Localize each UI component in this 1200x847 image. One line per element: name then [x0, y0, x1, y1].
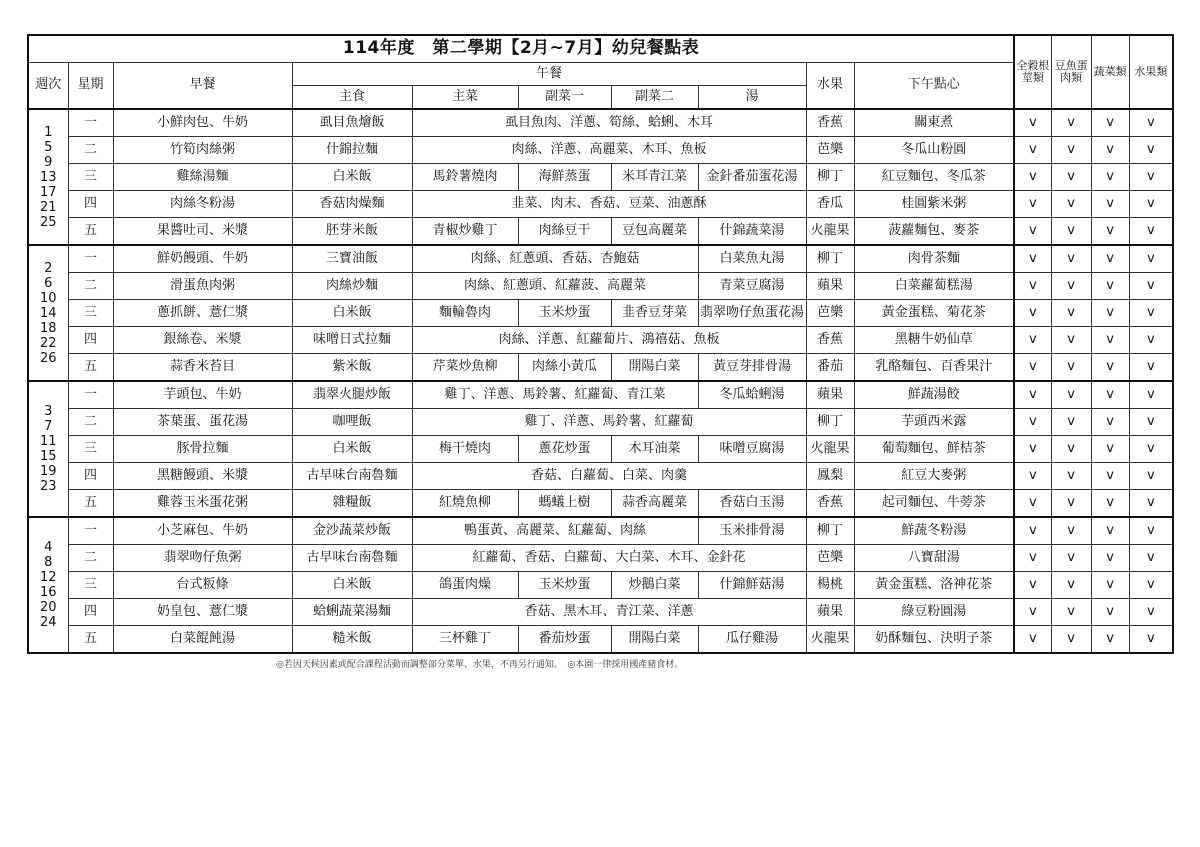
day-of-week: 二: [68, 273, 113, 300]
side-dish-2-cell: 豆包高麗菜: [611, 218, 698, 246]
soup-cell: 金針番茄蛋花湯: [698, 164, 806, 191]
soup-cell: 玉米排骨湯: [698, 517, 806, 545]
table-row: [28, 354, 1173, 382]
side-dish-1-cell: 玉米炒蛋: [518, 300, 611, 327]
day-of-week: 五: [68, 218, 113, 246]
table-row: [28, 137, 1173, 164]
fruit-cell: 火龍果: [806, 626, 854, 654]
check-vegetable: v: [1091, 626, 1129, 654]
staple-cell: 白米飯: [292, 164, 412, 191]
day-of-week: 五: [68, 626, 113, 654]
main-dish-cell: 鴿蛋肉燥: [412, 572, 518, 599]
breakfast-cell: 豚骨拉麵: [113, 436, 292, 463]
day-of-week: 五: [68, 490, 113, 518]
side-dish-1-cell: 肉絲小黃瓜: [518, 354, 611, 382]
day-of-week: 一: [68, 109, 113, 137]
week-date: 2: [44, 260, 53, 276]
check-protein: v: [1051, 626, 1091, 654]
check-fruit: v: [1129, 191, 1173, 218]
table-row: [28, 327, 1173, 354]
header-side-dish-2: 副菜二: [611, 86, 698, 110]
check-grains: v: [1014, 409, 1051, 436]
snack-cell: 芋頭西米露: [854, 409, 1014, 436]
snack-cell: 鮮蔬冬粉湯: [854, 517, 1014, 545]
fruit-cell: 蘋果: [806, 273, 854, 300]
staple-cell: 味噌日式拉麵: [292, 327, 412, 354]
fruit-cell: 火龍果: [806, 218, 854, 246]
header-day: 星期: [68, 63, 113, 110]
fruit-cell: 火龍果: [806, 436, 854, 463]
week-date: 9: [44, 154, 53, 170]
check-fruit: v: [1129, 409, 1173, 436]
check-fruit: v: [1129, 545, 1173, 572]
week-dates: [28, 245, 68, 381]
soup-cell: 瓜仔雞湯: [698, 626, 806, 654]
check-grains: v: [1014, 626, 1051, 654]
side-dish-2-cell: 開陽白菜: [611, 354, 698, 382]
staple-cell: 翡翠火腿炒飯: [292, 381, 412, 409]
side-dish-1-cell: 番茄炒蛋: [518, 626, 611, 654]
staple-cell: 白米飯: [292, 300, 412, 327]
check-protein: v: [1051, 490, 1091, 518]
fruit-cell: 芭樂: [806, 300, 854, 327]
week-date: 20: [39, 600, 57, 615]
day-of-week: 四: [68, 599, 113, 626]
header-breakfast: 早餐: [113, 63, 292, 110]
check-fruit: v: [1129, 300, 1173, 327]
soup-cell: 黃豆芽排骨湯: [698, 354, 806, 382]
soup-cell: 青菜豆腐湯: [698, 273, 806, 300]
breakfast-cell: 肉絲冬粉湯: [113, 191, 292, 218]
fruit-cell: 柳丁: [806, 409, 854, 436]
header-staple: 主食: [292, 86, 412, 110]
staple-cell: 紫米飯: [292, 354, 412, 382]
soup-cell: 冬瓜蛤蜊湯: [698, 381, 806, 409]
header-soup: 湯: [698, 86, 806, 110]
main-dish-cell: 梅干燒肉: [412, 436, 518, 463]
week-date: 21: [39, 199, 57, 215]
breakfast-cell: 蔥抓餅、薏仁漿: [113, 300, 292, 327]
week-date: 10: [39, 290, 57, 306]
meal-schedule-table: [27, 34, 1174, 654]
table-row: [28, 409, 1173, 436]
snack-cell: 黑糖牛奶仙草: [854, 327, 1014, 354]
check-fruit: v: [1129, 381, 1173, 409]
check-vegetable: v: [1091, 273, 1129, 300]
snack-cell: 菠蘿麵包、麥茶: [854, 218, 1014, 246]
week-date: 26: [39, 350, 57, 366]
fruit-cell: 楊桃: [806, 572, 854, 599]
fruit-cell: 芭樂: [806, 545, 854, 572]
snack-cell: 黃金蛋糕、洛神花茶: [854, 572, 1014, 599]
week-dates: [28, 381, 68, 517]
fruit-cell: 鳳梨: [806, 463, 854, 490]
check-fruit: v: [1129, 463, 1173, 490]
check-vegetable: v: [1091, 599, 1129, 626]
dishes-combined-cell: 雞丁、洋蔥、馬鈴薯、紅蘿蔔、青江菜: [412, 381, 698, 409]
check-grains: v: [1014, 517, 1051, 545]
main-dish-cell: 三杯雞丁: [412, 626, 518, 654]
staple-cell: 金沙蔬菜炒飯: [292, 517, 412, 545]
day-of-week: 三: [68, 572, 113, 599]
week-date: 6: [44, 275, 53, 291]
check-grains: v: [1014, 599, 1051, 626]
staple-cell: 糙米飯: [292, 626, 412, 654]
table-row: [28, 545, 1173, 572]
main-dish-cell: 芹菜炒魚柳: [412, 354, 518, 382]
snack-cell: 八寶甜湯: [854, 545, 1014, 572]
check-fruit: v: [1129, 490, 1173, 518]
table-row: [28, 436, 1173, 463]
side-dish-2-cell: 開陽白菜: [611, 626, 698, 654]
check-fruit: v: [1129, 327, 1173, 354]
check-vegetable: v: [1091, 354, 1129, 382]
fruit-cell: 香瓜: [806, 191, 854, 218]
staple-cell: 肉絲炒麵: [292, 273, 412, 300]
header-side-dish-1: 副菜一: [518, 86, 611, 110]
week-date: 17: [39, 184, 57, 200]
dishes-combined-cell: 鴨蛋黃、高麗菜、紅蘿蔔、肉絲: [412, 517, 698, 545]
week-date: 16: [39, 585, 57, 600]
check-protein: v: [1051, 273, 1091, 300]
check-vegetable: v: [1091, 572, 1129, 599]
check-grains: v: [1014, 354, 1051, 382]
dishes-combined-cell: 紅蘿蔔、香菇、白蘿蔔、大白菜、木耳、金針花: [412, 545, 806, 572]
dishes-combined-cell: 香菇、白蘿蔔、白菜、肉羹: [412, 463, 806, 490]
week-date: 18: [39, 320, 57, 336]
check-grains: v: [1014, 381, 1051, 409]
snack-cell: 紅豆麵包、冬瓜茶: [854, 164, 1014, 191]
week-date: 5: [44, 139, 53, 155]
header-protein-category: 豆魚蛋肉類: [1051, 35, 1091, 109]
side-dish-1-cell: 螞蟻上樹: [518, 490, 611, 518]
snack-cell: 綠豆粉圓湯: [854, 599, 1014, 626]
check-vegetable: v: [1091, 218, 1129, 246]
breakfast-cell: 白菜餛飩湯: [113, 626, 292, 654]
breakfast-cell: 茶葉蛋、蛋花湯: [113, 409, 292, 436]
fruit-cell: 香蕉: [806, 109, 854, 137]
check-fruit: v: [1129, 572, 1173, 599]
check-grains: v: [1014, 436, 1051, 463]
header-fruit-category: 水果類: [1129, 35, 1173, 109]
day-of-week: 四: [68, 463, 113, 490]
check-fruit: v: [1129, 109, 1173, 137]
check-grains: v: [1014, 164, 1051, 191]
check-protein: v: [1051, 436, 1091, 463]
breakfast-cell: 小芝麻包、牛奶: [113, 517, 292, 545]
day-of-week: 五: [68, 354, 113, 382]
check-fruit: v: [1129, 273, 1173, 300]
table-row: [28, 245, 1173, 273]
check-protein: v: [1051, 327, 1091, 354]
fruit-cell: 番茄: [806, 354, 854, 382]
check-vegetable: v: [1091, 545, 1129, 572]
staple-cell: 蛤蜊蔬菜湯麵: [292, 599, 412, 626]
snack-cell: 紅豆大麥粥: [854, 463, 1014, 490]
fruit-cell: 柳丁: [806, 164, 854, 191]
header-snack: 下午點心: [854, 63, 1014, 110]
breakfast-cell: 雞絲湯麵: [113, 164, 292, 191]
week-date: 8: [44, 555, 53, 570]
week-dates: [28, 517, 68, 653]
dishes-combined-cell: 虱目魚肉、洋蔥、筍絲、蛤蜊、木耳: [412, 109, 806, 137]
check-protein: v: [1051, 109, 1091, 137]
dishes-combined-cell: 雞丁、洋蔥、馬鈴薯、紅蘿蔔: [412, 409, 806, 436]
table-row: [28, 164, 1173, 191]
snack-cell: 黃金蛋糕、菊花茶: [854, 300, 1014, 327]
staple-cell: 古早味台南魯麵: [292, 545, 412, 572]
dishes-combined-cell: 肉絲、紅蔥頭、香菇、杏鮑菇: [412, 245, 698, 273]
dishes-combined-cell: 肉絲、紅蔥頭、紅蘿菠、高麗菜: [412, 273, 698, 300]
main-dish-cell: 馬鈴薯燒肉: [412, 164, 518, 191]
staple-cell: 胚芽米飯: [292, 218, 412, 246]
soup-cell: 味噌豆腐湯: [698, 436, 806, 463]
snack-cell: 桂圓紫米粥: [854, 191, 1014, 218]
check-fruit: v: [1129, 245, 1173, 273]
day-of-week: 三: [68, 300, 113, 327]
snack-cell: 奶酥麵包、決明子茶: [854, 626, 1014, 654]
soup-cell: 什錦蔬菜湯: [698, 218, 806, 246]
check-fruit: v: [1129, 137, 1173, 164]
check-grains: v: [1014, 191, 1051, 218]
check-vegetable: v: [1091, 164, 1129, 191]
week-date: 19: [39, 464, 57, 479]
check-vegetable: v: [1091, 109, 1129, 137]
week-date: 3: [44, 404, 53, 419]
check-grains: v: [1014, 327, 1051, 354]
side-dish-2-cell: 木耳油菜: [611, 436, 698, 463]
staple-cell: 白米飯: [292, 436, 412, 463]
check-protein: v: [1051, 599, 1091, 626]
check-vegetable: v: [1091, 436, 1129, 463]
header-vegetable-category: 蔬菜類: [1091, 35, 1129, 109]
fruit-cell: 香蕉: [806, 327, 854, 354]
table-row: [28, 300, 1173, 327]
week-date: 1: [44, 124, 53, 140]
main-dish-cell: 青椒炒雞丁: [412, 218, 518, 246]
check-fruit: v: [1129, 517, 1173, 545]
header-fruit: 水果: [806, 63, 854, 110]
fruit-cell: 柳丁: [806, 245, 854, 273]
check-vegetable: v: [1091, 137, 1129, 164]
soup-cell: 香菇白玉湯: [698, 490, 806, 518]
table-row: [28, 381, 1173, 409]
week-date: 13: [39, 169, 57, 185]
soup-cell: 什錦鮮菇湯: [698, 572, 806, 599]
snack-cell: 肉骨茶麵: [854, 245, 1014, 273]
check-vegetable: v: [1091, 409, 1129, 436]
check-fruit: v: [1129, 164, 1173, 191]
week-date: 25: [39, 214, 57, 230]
week-date: 11: [39, 434, 57, 449]
check-vegetable: v: [1091, 463, 1129, 490]
check-protein: v: [1051, 409, 1091, 436]
check-protein: v: [1051, 191, 1091, 218]
check-protein: v: [1051, 137, 1091, 164]
breakfast-cell: 銀絲卷、米漿: [113, 327, 292, 354]
check-protein: v: [1051, 164, 1091, 191]
snack-cell: 起司麵包、牛蒡茶: [854, 490, 1014, 518]
check-grains: v: [1014, 490, 1051, 518]
week-dates: [28, 109, 68, 245]
check-protein: v: [1051, 545, 1091, 572]
week-date: 12: [39, 570, 57, 585]
staple-cell: 什錦拉麵: [292, 137, 412, 164]
week-date: 7: [44, 419, 53, 434]
fruit-cell: 蘋果: [806, 599, 854, 626]
table-row: [28, 490, 1173, 518]
side-dish-1-cell: 海鮮蒸蛋: [518, 164, 611, 191]
side-dish-2-cell: 炒鵝白菜: [611, 572, 698, 599]
side-dish-1-cell: 蔥花炒蛋: [518, 436, 611, 463]
dishes-combined-cell: 韭菜、肉末、香菇、豆菜、油蔥酥: [412, 191, 806, 218]
soup-cell: 白菜魚丸湯: [698, 245, 806, 273]
check-protein: v: [1051, 517, 1091, 545]
week-date: 14: [39, 305, 57, 321]
check-vegetable: v: [1091, 191, 1129, 218]
main-dish-cell: 紅燒魚柳: [412, 490, 518, 518]
check-grains: v: [1014, 109, 1051, 137]
breakfast-cell: 果醬吐司、米漿: [113, 218, 292, 246]
table-row: [28, 572, 1173, 599]
snack-cell: 白菜蘿蔔糕湯: [854, 273, 1014, 300]
staple-cell: 咖哩飯: [292, 409, 412, 436]
snack-cell: 冬瓜山粉圓: [854, 137, 1014, 164]
check-protein: v: [1051, 245, 1091, 273]
check-vegetable: v: [1091, 381, 1129, 409]
check-vegetable: v: [1091, 327, 1129, 354]
check-protein: v: [1051, 300, 1091, 327]
side-dish-1-cell: 玉米炒蛋: [518, 572, 611, 599]
table-row: [28, 191, 1173, 218]
dishes-combined-cell: 香菇、黑木耳、青江菜、洋蔥: [412, 599, 806, 626]
breakfast-cell: 滑蛋魚肉粥: [113, 273, 292, 300]
staple-cell: 古早味台南魯麵: [292, 463, 412, 490]
breakfast-cell: 台式粄條: [113, 572, 292, 599]
staple-cell: 三寶油飯: [292, 245, 412, 273]
week-date: 24: [39, 615, 57, 630]
week-date: 4: [44, 540, 53, 555]
check-vegetable: v: [1091, 245, 1129, 273]
check-protein: v: [1051, 218, 1091, 246]
side-dish-2-cell: 蒜香高麗菜: [611, 490, 698, 518]
check-protein: v: [1051, 354, 1091, 382]
side-dish-2-cell: 米耳青江菜: [611, 164, 698, 191]
week-date: 15: [39, 449, 57, 464]
check-grains: v: [1014, 545, 1051, 572]
day-of-week: 二: [68, 545, 113, 572]
table-row: [28, 273, 1173, 300]
check-vegetable: v: [1091, 300, 1129, 327]
staple-cell: 香菇肉燥麵: [292, 191, 412, 218]
check-fruit: v: [1129, 436, 1173, 463]
staple-cell: 雜糧飯: [292, 490, 412, 518]
dishes-combined-cell: 肉絲、洋蔥、高麗菜、木耳、魚板: [412, 137, 806, 164]
breakfast-cell: 黑糖饅頭、米漿: [113, 463, 292, 490]
day-of-week: 三: [68, 436, 113, 463]
side-dish-2-cell: 韭香豆芽菜: [611, 300, 698, 327]
check-grains: v: [1014, 463, 1051, 490]
breakfast-cell: 芋頭包、牛奶: [113, 381, 292, 409]
day-of-week: 二: [68, 137, 113, 164]
check-fruit: v: [1129, 354, 1173, 382]
fruit-cell: 蘋果: [806, 381, 854, 409]
breakfast-cell: 蒜香米苔目: [113, 354, 292, 382]
main-dish-cell: 麵輪魯肉: [412, 300, 518, 327]
day-of-week: 一: [68, 517, 113, 545]
day-of-week: 二: [68, 409, 113, 436]
breakfast-cell: 翡翠吻仔魚粥: [113, 545, 292, 572]
check-grains: v: [1014, 218, 1051, 246]
day-of-week: 四: [68, 327, 113, 354]
snack-cell: 鮮蔬湯餃: [854, 381, 1014, 409]
staple-cell: 虱目魚燴飯: [292, 109, 412, 137]
week-date: 23: [39, 479, 57, 494]
check-grains: v: [1014, 137, 1051, 164]
footnote: ◎若因天候因素或配合課程活動而調整部分菜單、水果，不再另行通知。 ◎本園一律採用國產豬食材。: [276, 660, 684, 670]
breakfast-cell: 奶皇包、薏仁漿: [113, 599, 292, 626]
header-week: 週次: [28, 63, 68, 110]
check-grains: v: [1014, 245, 1051, 273]
check-grains: v: [1014, 572, 1051, 599]
table-title: 114年度 第二學期【2月~7月】幼兒餐點表: [28, 35, 1014, 63]
table-row: [28, 218, 1173, 246]
table-row: [28, 626, 1173, 654]
breakfast-cell: 雞蓉玉米蛋花粥: [113, 490, 292, 518]
snack-cell: 關東煮: [854, 109, 1014, 137]
check-protein: v: [1051, 572, 1091, 599]
check-grains: v: [1014, 300, 1051, 327]
header-lunch: 午餐: [292, 63, 806, 86]
staple-cell: 白米飯: [292, 572, 412, 599]
day-of-week: 三: [68, 164, 113, 191]
table-row: [28, 109, 1173, 137]
day-of-week: 一: [68, 245, 113, 273]
fruit-cell: 柳丁: [806, 517, 854, 545]
table-row: [28, 599, 1173, 626]
breakfast-cell: 竹筍肉絲粥: [113, 137, 292, 164]
snack-cell: 葡萄麵包、鮮桔茶: [854, 436, 1014, 463]
fruit-cell: 香蕉: [806, 490, 854, 518]
table-row: [28, 517, 1173, 545]
check-fruit: v: [1129, 626, 1173, 654]
breakfast-cell: 鮮奶饅頭、牛奶: [113, 245, 292, 273]
breakfast-cell: 小鮮肉包、牛奶: [113, 109, 292, 137]
check-vegetable: v: [1091, 517, 1129, 545]
fruit-cell: 芭樂: [806, 137, 854, 164]
soup-cell: 翡翠吻仔魚蛋花湯: [698, 300, 806, 327]
day-of-week: 一: [68, 381, 113, 409]
check-fruit: v: [1129, 599, 1173, 626]
check-grains: v: [1014, 273, 1051, 300]
check-vegetable: v: [1091, 490, 1129, 518]
check-fruit: v: [1129, 218, 1173, 246]
table-row: [28, 463, 1173, 490]
dishes-combined-cell: 肉絲、洋蔥、紅蘿蔔片、鴻禧菇、魚板: [412, 327, 806, 354]
side-dish-1-cell: 肉絲豆干: [518, 218, 611, 246]
header-grains-category: 全穀根莖類: [1014, 35, 1051, 109]
check-protein: v: [1051, 381, 1091, 409]
snack-cell: 乳酪麵包、百香果汁: [854, 354, 1014, 382]
header-main-dish: 主菜: [412, 86, 518, 110]
check-protein: v: [1051, 463, 1091, 490]
day-of-week: 四: [68, 191, 113, 218]
week-date: 22: [39, 335, 57, 351]
